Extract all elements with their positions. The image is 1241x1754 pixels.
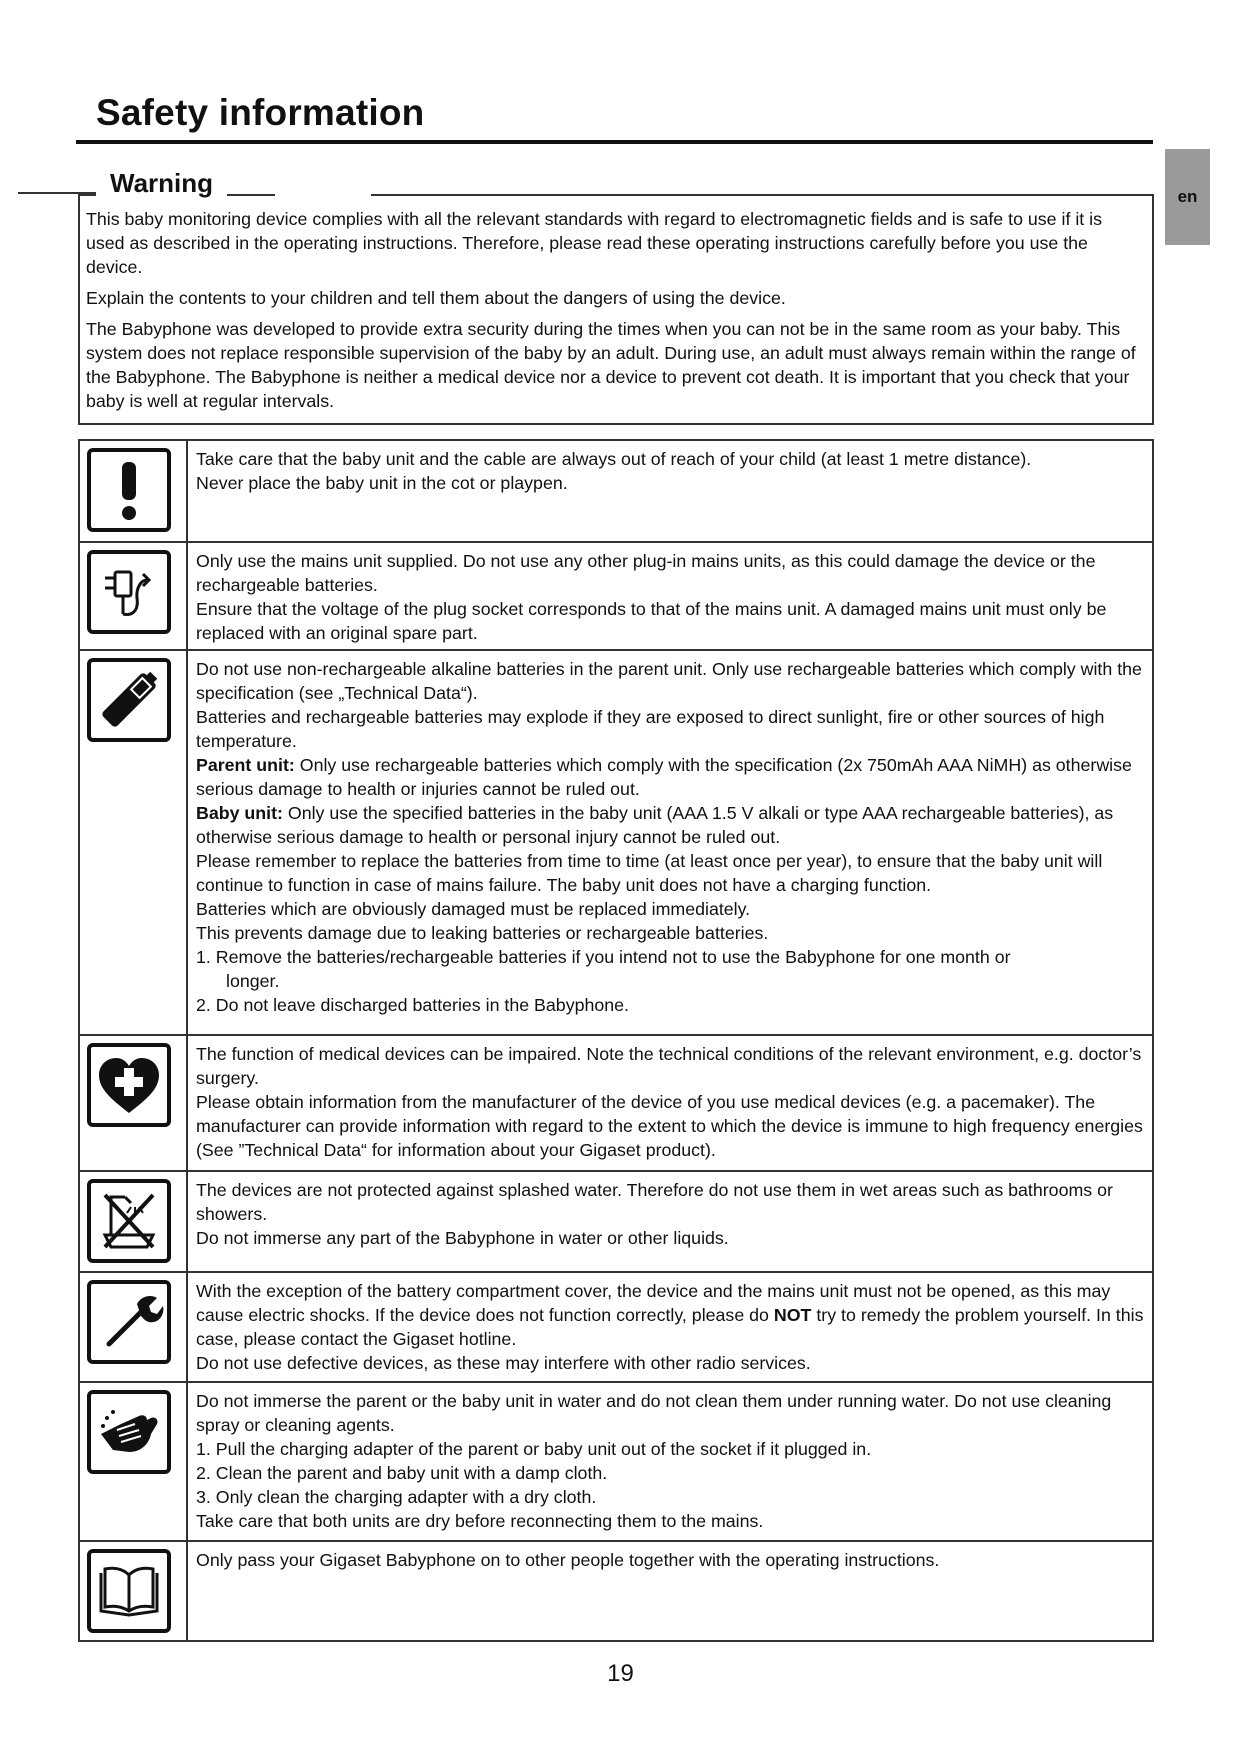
rule-text-part: try to remedy the problem yourself. In this case, please contact the Gigaset hotline. [196, 1305, 1144, 1349]
rule-line: The devices are not protected against splashed water. Therefore do not use them in wet areas such as bathrooms or showers. [196, 1180, 1113, 1224]
warning-heading: Warning [96, 168, 227, 199]
no-shower-icon [87, 1179, 171, 1263]
battery-icon [87, 658, 171, 742]
icon-cell [79, 1272, 187, 1382]
rule-line: Do not immerse any part of the Babyphone in water or other liquids. [196, 1228, 729, 1248]
rule-text [187, 542, 1153, 650]
page-title: Safety information [96, 92, 425, 133]
rule-line: Batteries and rechargeable batteries may explode if they are exposed to direct sunlight, fire or other sources of high temperature. [196, 707, 1105, 751]
page-number: 19 [607, 1660, 634, 1687]
icon-cell [79, 1382, 187, 1541]
icon-cell [79, 542, 187, 650]
rule-line: Batteries which are obviously damaged must be replaced immediately. [196, 899, 751, 919]
rule-line: Please obtain information from the manufacturer of the device of you use medical devices (e.g. a pacemaker). The manufacturer can provide information with regard to the extent to which the device is immune to high frequency energies (See ”Technical Data“ for information about your Gigaset product). [196, 1092, 1143, 1160]
icon-cell [79, 1541, 187, 1641]
warning-paragraph: This baby monitoring device complies with all the relevant standards with regard to electromagnetic fields and is safe to use if it is used as described in the operating instructions. Therefore, please read these operating instructions carefully before you use the device. [86, 209, 1103, 277]
parent-unit-text: Only use rechargeable batteries which comply with the specification (2x 750mAh AAA NiMH) as otherwise serious damage to health or injuries cannot be ruled out. [196, 755, 1132, 799]
rule-text [187, 1382, 1153, 1541]
rule-text [187, 1272, 1153, 1382]
rule-line: The function of medical devices can be impaired. Note the technical conditions of the relevant environment, e.g. doctor’s surgery. [196, 1044, 1142, 1088]
rule-line: Take care that the baby unit and the cable are always out of reach of your child (at least 1 metre distance). [196, 449, 1032, 469]
rule-line: Ensure that the voltage of the plug socket corresponds to that of the mains unit. A damaged mains unit must only be replaced with an original spare part. [196, 599, 1107, 643]
safety-rule-row [79, 1382, 1153, 1541]
numbered-item-continuation: longer. [226, 971, 280, 991]
rule-line: 3. Only clean the charging adapter with a dry cloth. [196, 1487, 597, 1507]
icon-cell [79, 1035, 187, 1171]
rule-line: Only use the mains unit supplied. Do not use any other plug-in mains units, as this could damage the device or the rechargeable batteries. [196, 551, 1096, 595]
exclamation-icon [87, 448, 171, 532]
warning-paragraph: The Babyphone was developed to provide extra security during the times when you can not be in the same room as your baby. This system does not replace responsible supervision of the baby by an adult. During use, an adult must always remain within the range of the Babyphone. The Babyphone is neither a medical device nor a device to prevent cot death. It is important that you check that your baby is well at regular intervals. [86, 319, 1136, 411]
cleaning-hand-icon [87, 1390, 171, 1474]
rule-line [196, 801, 1144, 849]
language-tab: en [1165, 149, 1210, 245]
rule-line: Do not use defective devices, as these may interfere with other radio services. [196, 1353, 811, 1373]
rule-text-part: With the exception of the battery compartment cover, the device and the mains unit must not be opened, as this may cause electric shocks. If the device does not function correctly, please do [196, 1281, 1111, 1325]
medical-heart-icon [87, 1043, 171, 1127]
title-divider [76, 140, 1153, 144]
rule-line: 2. Clean the parent and baby unit with a damp cloth. [196, 1463, 608, 1483]
baby-unit-label: Baby unit: [196, 803, 283, 823]
rule-line: Do not use non-rechargeable alkaline batteries in the parent unit. Only use rechargeable batteries which comply with the specification (see „Technical Data“). [196, 659, 1142, 703]
parent-unit-label: Parent unit: [196, 755, 295, 775]
warning-paragraph: Explain the contents to your children and tell them about the dangers of using the device. [86, 288, 786, 308]
baby-unit-text: Only use the specified batteries in the baby unit (AAA 1.5 V alkali or type AAA rechargeable batteries), as otherwise serious damage to health or personal injury cannot be ruled out. [196, 803, 1114, 847]
safety-rule-row [79, 650, 1153, 1035]
safety-rule-row [79, 542, 1153, 650]
safety-rules-table [78, 439, 1154, 1642]
rule-text [187, 440, 1153, 542]
rule-line: Please remember to replace the batteries from time to time (at least once per year), to ensure that the baby unit will continue to function in case of mains failure. The baby unit does not have a charging function. [196, 851, 1103, 895]
rule-line: 1. Pull the charging adapter of the parent or baby unit out of the socket if it plugged in. [196, 1439, 872, 1459]
power-plug-icon [87, 550, 171, 634]
safety-rule-row [79, 440, 1153, 542]
warning-text [86, 207, 1141, 420]
safety-rule-row [79, 1171, 1153, 1272]
rule-line: Only pass your Gigaset Babyphone on to other people together with the operating instructions. [196, 1550, 940, 1570]
safety-rule-row [79, 1035, 1153, 1171]
rule-emphasis: NOT [773, 1305, 812, 1325]
book-icon [87, 1549, 171, 1633]
safety-rule-row [79, 1541, 1153, 1641]
safety-rule-row [79, 1272, 1153, 1382]
numbered-item: 1. Remove the batteries/rechargeable batteries if you intend not to use the Babyphone for one month or [196, 947, 1011, 967]
rule-line: Take care that both units are dry before reconnecting them to the mains. [196, 1511, 764, 1531]
icon-cell [79, 650, 187, 1035]
rule-text [187, 650, 1153, 1035]
rule-line: Do not immerse the parent or the baby unit in water and do not clean them under running water. Do not use cleaning spray or cleaning agents. [196, 1391, 1112, 1435]
wrench-icon [87, 1280, 171, 1364]
numbered-item: 2. Do not leave discharged batteries in the Babyphone. [196, 995, 629, 1015]
rule-line: Never place the baby unit in the cot or playpen. [196, 473, 568, 493]
rule-line [196, 753, 1144, 801]
rule-line [196, 1279, 1144, 1351]
rule-text [187, 1541, 1153, 1641]
rule-text [187, 1035, 1153, 1171]
rule-line: This prevents damage due to leaking batteries or rechargeable batteries. [196, 923, 769, 943]
icon-cell [79, 1171, 187, 1272]
rule-text [187, 1171, 1153, 1272]
icon-cell [79, 440, 187, 542]
